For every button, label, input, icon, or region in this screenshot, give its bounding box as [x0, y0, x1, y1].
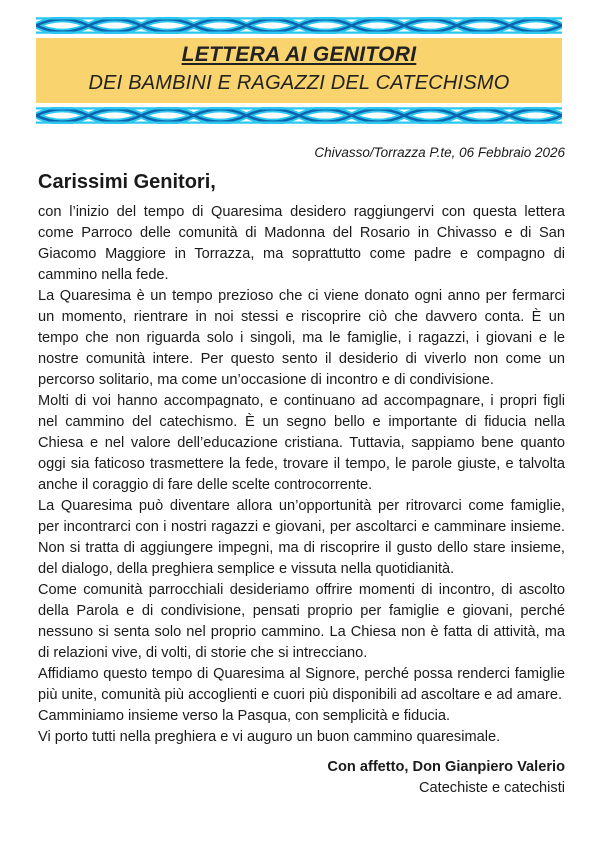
banner-subtitle: DEI BAMBINI E RAGAZZI DEL CATECHISMO — [88, 72, 510, 94]
signature-name: Con affetto, Don Gianpiero Valerio — [327, 759, 565, 775]
letter-paragraph: Come comunità parrocchiali desideriamo offrire momenti di incontro, di ascolto della Parola e di condivisione, pensati proprio per famiglie e giovani, perché nessuno si senta solo nel proprio cammino. La Chiesa non è fatta di attività, ma di relazioni vive, di volti, di storie che si intrecciano. — [38, 582, 565, 661]
letter-paragraph: Affidiamo questo tempo di Quaresima al Signore, perché possa renderci famiglie più unite, comunità più accoglienti e cuori più disponibili ad ascoltare e ad amare. — [38, 666, 565, 703]
letter-paragraph: Vi porto tutti nella preghiera e vi auguro un buon cammino quaresimale. — [38, 729, 501, 745]
signature-block — [38, 757, 565, 799]
banner — [36, 38, 562, 103]
wave-border-top-icon — [36, 17, 562, 34]
letter-paragraph: Molti di voi hanno accompagnato, e continuano ad accompagnare, i propri figli nel cammino del catechismo. È un segno bello e importante di fiducia nella Chiesa e nel valore dell’educazione cristiana. Tuttavia, sappiamo bene quanto oggi sia faticoso trasmettere la fede, trovare il tempo, le parole giuste, e talvolta anche il coraggio di fare delle scelte controcorrente. — [38, 393, 565, 493]
salutation: Carissimi Genitori, — [38, 171, 216, 193]
letter-body — [38, 202, 565, 799]
letter-paragraph: La Quaresima è un tempo prezioso che ci viene donato ogni anno per fermarci un momento, rientrare in noi stessi e riscoprire ciò che davvero conta. È un tempo che non riguarda solo i singoli, ma le famiglie, i ragazzi, i giovani e le nostre comunità intere. Per questo sento il desiderio di viverlo non come un percorso solitario, ma come un’occasione di incontro e di condivisione. — [38, 288, 565, 388]
banner-header — [36, 17, 562, 124]
wave-border-bottom-icon — [36, 107, 562, 124]
dateline: Chivasso/Torrazza P.te, 06 Febbraio 2026 — [314, 145, 565, 160]
banner-title: LETTERA AI GENITORI — [181, 43, 417, 66]
letter-paragraph: Camminiamo insieme verso la Pasqua, con semplicità e fiducia. — [38, 708, 451, 724]
letter-paragraph: La Quaresima può diventare allora un’opportunità per ritrovarci come famiglie, per incontrarci con i nostri ragazzi e giovani, per ascoltarci e camminare insieme. Non si tratta di aggiungere impegni, ma di riscoprire il gusto dello stare insieme, del dialogo, della preghiera semplice e vissuta nella quotidianità. — [38, 498, 565, 577]
letter-paragraph: con l’inizio del tempo di Quaresima desidero raggiungervi con questa lettera come Parroco delle comunità di Madonna del Rosario in Chivasso e di San Giacomo Maggiore in Torrazza, ma soprattutto come padre e compagno di cammino nella fede. — [38, 204, 565, 283]
paragraphs-container — [38, 202, 565, 748]
signature-role: Catechiste e catechisti — [418, 780, 565, 796]
